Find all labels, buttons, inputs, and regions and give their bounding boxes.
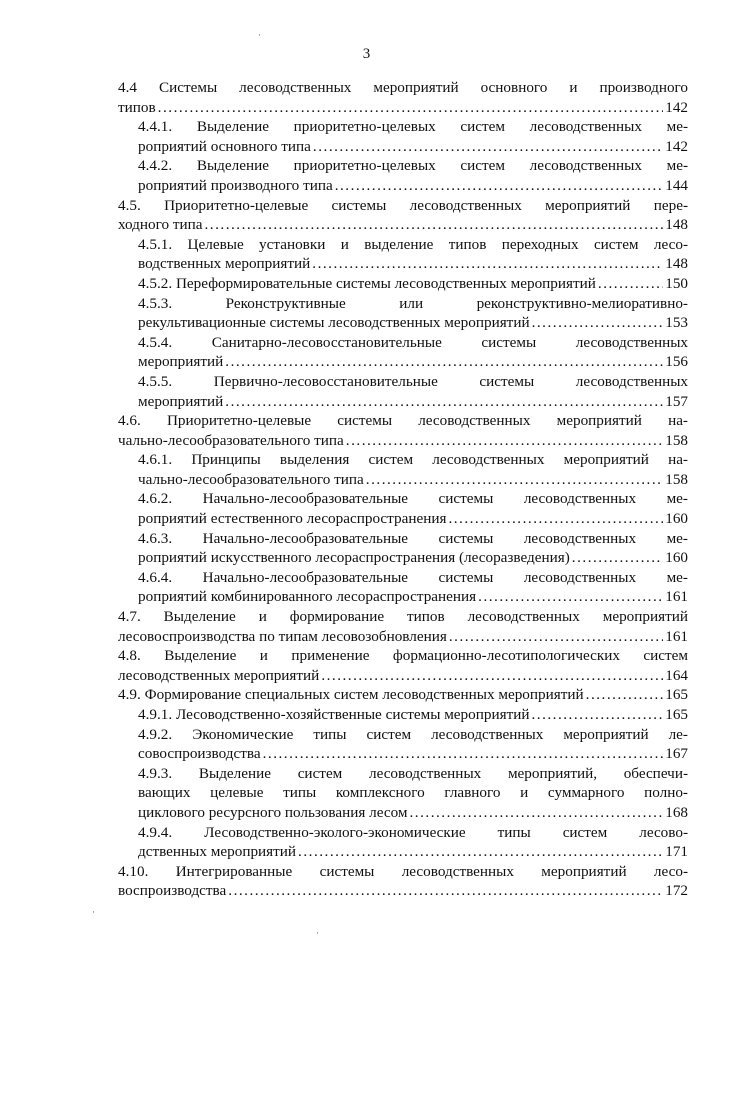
toc-entry-last-line	[138, 744, 688, 764]
dot-leader	[321, 666, 663, 686]
dot-leader	[598, 274, 663, 294]
toc-entry	[118, 705, 688, 725]
dot-leader	[586, 685, 664, 705]
toc-entry-last-line	[138, 274, 688, 294]
toc-entry-line: 4.6.4. Начально-лесообразовательные системы лесоводственных ме-	[138, 568, 688, 586]
toc-entry-last-line	[118, 685, 688, 705]
toc-entry-line: 4.6.3. Начально-лесообразовательные системы лесоводственных ме-	[138, 529, 688, 547]
toc-page-number: 160	[665, 549, 688, 567]
dot-leader	[205, 215, 664, 235]
toc-entry	[118, 725, 688, 764]
toc-page-number: 148	[665, 255, 688, 273]
toc-entry	[118, 685, 688, 705]
toc-entry-last-line	[118, 215, 688, 235]
toc-entry-last-line	[118, 98, 688, 118]
toc-page-number: 172	[665, 882, 688, 900]
dot-leader	[366, 470, 663, 490]
toc-entry	[118, 372, 688, 411]
table-of-contents	[118, 78, 688, 901]
toc-entry-title: роприятий естественного лесораспространения	[138, 510, 447, 528]
dot-leader	[532, 313, 664, 333]
toc-entry	[118, 489, 688, 528]
toc-entry-last-line	[138, 176, 688, 196]
dot-leader	[410, 803, 664, 823]
toc-entry	[118, 823, 688, 862]
page-number: 3	[362, 46, 371, 62]
toc-page-number: 148	[665, 216, 688, 234]
toc-entry	[118, 78, 688, 117]
toc-entry	[118, 568, 688, 607]
toc-entry-title: 4.9.1. Лесоводственно-хозяйственные системы мероприятий	[138, 706, 530, 723]
toc-entry-last-line	[138, 254, 688, 274]
toc-page-number: 158	[665, 470, 688, 488]
toc-entry-title: воспроизводства	[118, 882, 227, 900]
toc-entry-last-line	[138, 548, 688, 568]
toc-entry-line: 4.5.3. Реконструктивные или реконструктивно-мелиоративно-	[138, 294, 688, 312]
dot-leader	[572, 548, 663, 568]
toc-entry-line: 4.5.1. Целевые установки и выделение типов переходных систем лесо-	[138, 235, 688, 253]
toc-entry-line: 4.10. Интегрированные системы лесоводственных мероприятий лесо-	[118, 862, 688, 880]
toc-page-number: 165	[665, 686, 688, 704]
dot-leader	[346, 431, 663, 451]
toc-entry-line: 4.5. Приоритетно-целевые системы лесоводственных мероприятий пере-	[118, 196, 688, 214]
toc-entry-line: 4.6.2. Начально-лесообразовательные системы лесоводственных ме-	[138, 490, 688, 508]
toc-entry-title: роприятий производного типа	[138, 176, 333, 194]
toc-entry	[118, 196, 688, 235]
toc-entry	[118, 529, 688, 568]
toc-entry-last-line	[138, 313, 688, 333]
toc-entry-last-line	[138, 137, 688, 157]
toc-entry	[118, 764, 688, 823]
dot-leader	[449, 627, 663, 647]
toc-entry-title: дственных мероприятий	[138, 843, 297, 861]
toc-entry-title: совоспроизводства	[138, 745, 261, 763]
toc-page-number: 160	[665, 510, 688, 528]
toc-entry-last-line	[138, 352, 688, 372]
toc-entry-line: 4.7. Выделение и формирование типов лесоводственных мероприятий	[118, 608, 688, 626]
toc-entry-title: лесоводственных мероприятий	[118, 666, 320, 684]
toc-page-number: 168	[665, 803, 688, 821]
toc-entry	[118, 862, 688, 901]
dot-leader	[313, 137, 663, 157]
toc-entry-title: чально-лесообразовательного типа	[138, 470, 364, 488]
toc-entry	[118, 607, 688, 646]
toc-entry-title: лесовоспроизводства по типам лесовозобновления	[118, 627, 447, 645]
toc-page-number: 157	[665, 392, 688, 410]
toc-entry-title: рекультивационные системы лесоводственных мероприятий	[138, 314, 530, 332]
toc-entry-last-line	[138, 842, 688, 862]
dot-leader	[228, 881, 663, 901]
toc-entry-line: 4.9.3. Выделение систем лесоводственных мероприятий, обеспечи-	[138, 764, 688, 782]
dot-leader	[298, 842, 663, 862]
toc-entry	[118, 450, 688, 489]
dot-leader	[158, 98, 664, 118]
toc-entry-last-line	[138, 392, 688, 412]
dot-leader	[263, 744, 664, 764]
toc-entry-last-line	[118, 666, 688, 686]
toc-entry-line: 4.5.4. Санитарно-лесовосстановительные системы лесоводственных	[138, 333, 688, 351]
toc-entry-line: 4.8. Выделение и применение формационно-лесотипологических систем	[118, 647, 688, 665]
toc-entry-line: вающих целевые типы комплексного главного и суммарного полно-	[138, 784, 688, 802]
toc-entry	[118, 411, 688, 450]
toc-entry	[118, 294, 688, 333]
toc-page-number: 156	[665, 353, 688, 371]
toc-entry-last-line	[118, 881, 688, 901]
toc-entry-line: 4.6. Приоритетно-целевые системы лесоводственных мероприятий на-	[118, 412, 688, 430]
toc-entry-title: роприятий основного типа	[138, 137, 311, 155]
toc-entry	[118, 274, 688, 294]
scan-speck: ·	[92, 907, 95, 917]
toc-entry	[118, 235, 688, 274]
toc-entry-line: 4.4.1. Выделение приоритетно-целевых систем лесоводственных ме-	[138, 118, 688, 136]
toc-page-number: 165	[665, 706, 688, 723]
dot-leader	[478, 587, 663, 607]
toc-entry	[118, 117, 688, 156]
dot-leader	[225, 392, 663, 412]
scan-speck: ·	[258, 30, 261, 40]
toc-entry-title: 4.5.2. Переформировательные системы лесоводственных мероприятий	[138, 274, 596, 292]
toc-entry-line: 4.4 Системы лесоводственных мероприятий основного и производного	[118, 79, 688, 96]
toc-entry-title: чально-лесообразовательного типа	[118, 431, 344, 449]
toc-entry-title: мероприятий	[138, 353, 224, 371]
toc-entry	[118, 333, 688, 372]
toc-entry-line: 4.9.4. Лесоводственно-эколого-экономические типы систем лесово-	[138, 823, 688, 841]
toc-entry-title: 4.9. Формирование специальных систем лесоводственных мероприятий	[118, 686, 584, 704]
toc-page-number: 161	[665, 588, 688, 606]
toc-entry	[118, 156, 688, 195]
toc-page-number: 171	[665, 843, 688, 861]
toc-page-number: 158	[665, 431, 688, 449]
scan-speck: ·	[316, 928, 319, 938]
toc-entry-last-line	[138, 705, 688, 725]
toc-entry-title: ходного типа	[118, 216, 203, 234]
toc-entry-line: 4.6.1. Принципы выделения систем лесоводственных мероприятий на-	[138, 451, 688, 469]
dot-leader	[448, 509, 663, 529]
toc-page-number: 153	[665, 314, 688, 332]
toc-entry-line: 4.4.2. Выделение приоритетно-целевых систем лесоводственных ме-	[138, 157, 688, 175]
toc-entry-last-line	[138, 587, 688, 607]
toc-page-number: 164	[665, 666, 688, 684]
toc-entry-title: циклового ресурсного пользования лесом	[138, 803, 408, 821]
dot-leader	[335, 176, 664, 196]
toc-entry-line: 4.5.5. Первично-лесовосстановительные системы лесоводственных	[138, 372, 688, 390]
toc-entry-title: типов	[118, 98, 156, 116]
toc-entry-title: мероприятий	[138, 392, 224, 410]
toc-page-number: 142	[665, 98, 688, 116]
dot-leader	[312, 254, 663, 274]
toc-entry-title: роприятий искусственного лесораспространения (лесоразведения)	[138, 549, 570, 567]
toc-page-number: 161	[665, 627, 688, 645]
toc-page-number: 142	[665, 137, 688, 155]
toc-entry-last-line	[138, 509, 688, 529]
toc-entry-last-line	[138, 803, 688, 823]
toc-entry-line: 4.9.2. Экономические типы систем лесоводственных мероприятий ле-	[138, 725, 688, 743]
toc-page-number: 150	[665, 274, 688, 292]
toc-entry-last-line	[138, 470, 688, 490]
toc-entry-title: водственных мероприятий	[138, 255, 311, 273]
dot-leader	[531, 705, 663, 725]
toc-page-number: 144	[665, 176, 688, 194]
toc-entry-last-line	[118, 431, 688, 451]
toc-entry-title: роприятий комбинированного лесораспространения	[138, 588, 477, 606]
toc-entry	[118, 646, 688, 685]
toc-page-number: 167	[665, 745, 688, 763]
dot-leader	[225, 352, 663, 372]
toc-entry-last-line	[118, 627, 688, 647]
